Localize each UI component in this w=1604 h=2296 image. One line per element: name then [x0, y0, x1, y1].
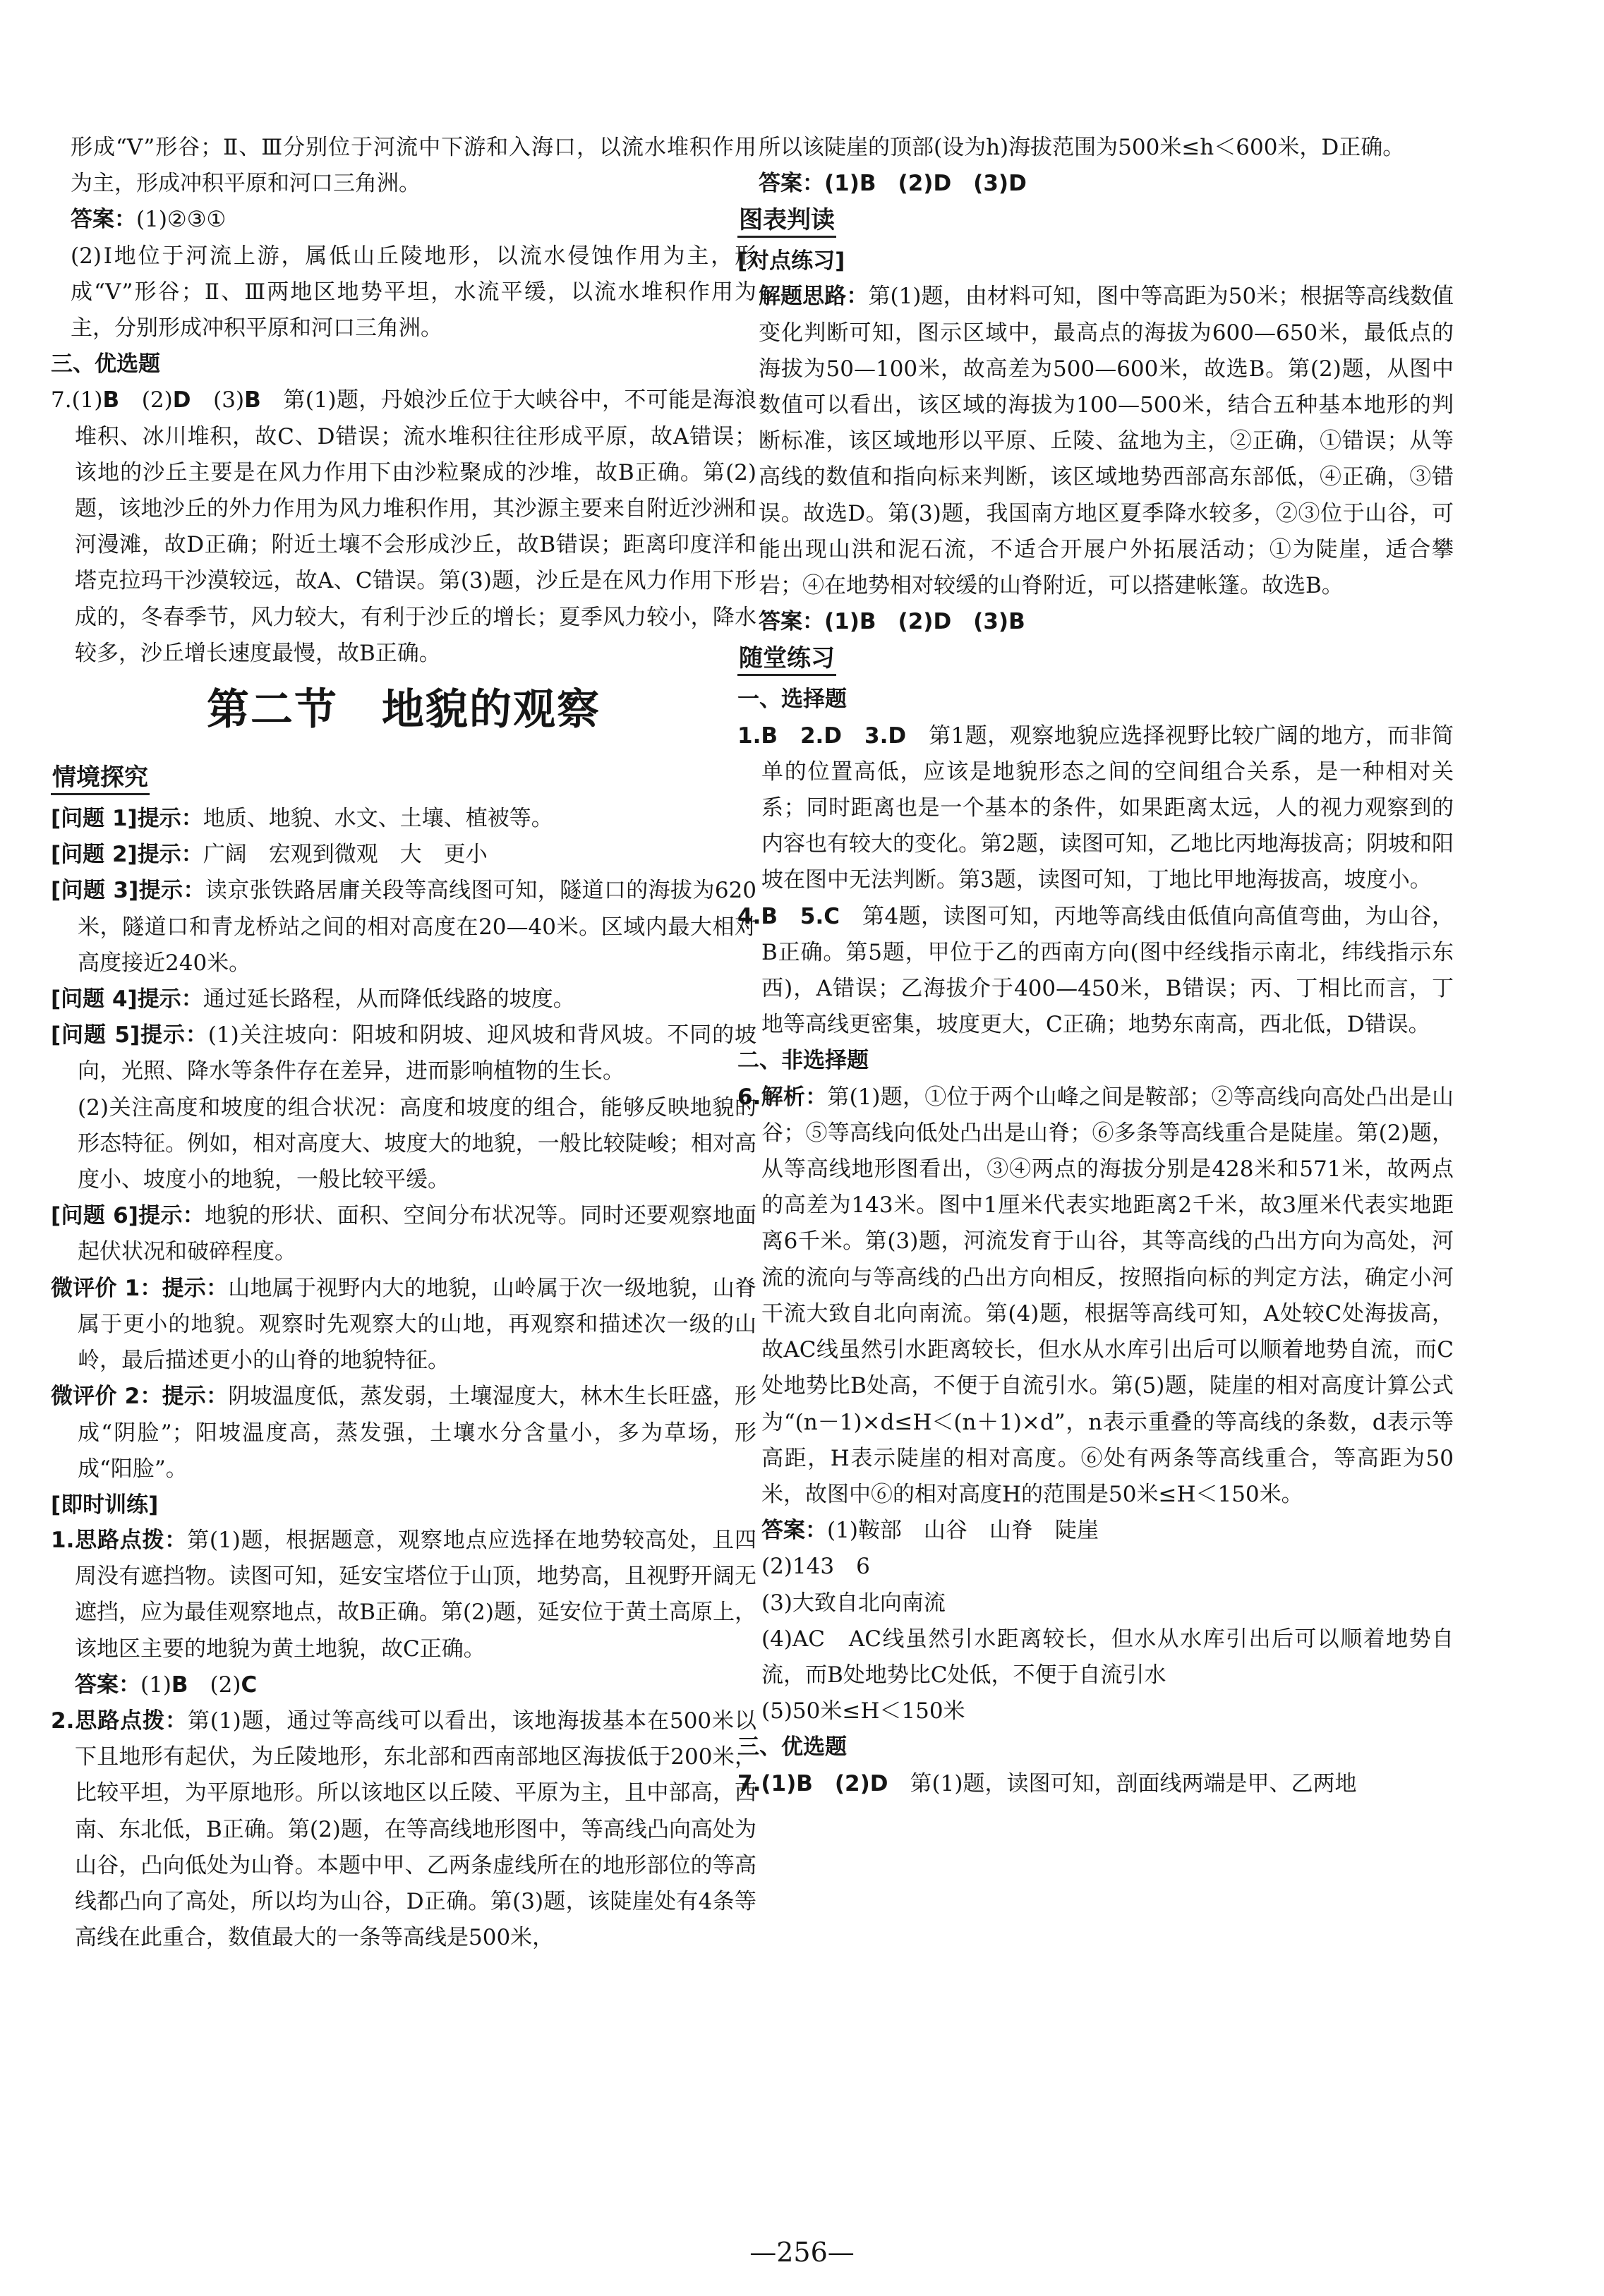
answer-text: (1)鞍部 山谷 山脊 陡崖 — [827, 1518, 1099, 1544]
section-box-heading: 随堂练习 — [737, 643, 836, 676]
subsection-heading: [即时训练] — [51, 1492, 159, 1518]
question-6 — [737, 1080, 1454, 1513]
item-label: 2.思路点拨： — [51, 1708, 188, 1734]
evaluation-label: 微评价 1：提示： — [51, 1275, 229, 1301]
answer-line: (5)50米≤H＜150米 — [761, 1698, 965, 1724]
section-heading: 三、优选题 — [51, 351, 160, 377]
question-label: [问题 2] — [51, 842, 138, 868]
micro-evaluation — [51, 1271, 756, 1379]
solution-label: 解题思路： — [759, 284, 869, 310]
explanation-text: 第4题，读图可知，丙地等高线由低值向高值弯曲，为山谷，B正确。第5题，甲位于乙的西南方向(图中经线指示南北，纬线指示东西)，A错误；乙海拔介于400—450米，B错误；丙、丁相比而言，丁地等高线更密集，坡度更大，C正确；地势东南高，西北低，D错误。 — [761, 903, 1454, 1038]
question-number: (3) — [191, 387, 245, 413]
answer-choices: 1.B 2.D 3.D — [737, 723, 907, 749]
explanation-text: 第(1)题，丹娘沙丘位于大峡谷中，不可能是海浪堆积、冰川堆积，故C、D错误；流水堆积往往形成平原，故A错误；该地的沙丘主要是在风力作用下由沙粒聚成的沙堆，故B正确。第(2)题，该地沙丘的外力作用为风力堆积作用，其沙源主要来自附近沙洲和河漫滩，故D正确；附近土壤不会形成沙丘，故B错误；距离印度洋和塔克拉玛干沙漠较远，故A、C错误。第(3)题，沙丘是在风力作用下形成的，冬春季节，风力较大，有利于沙丘的增长；夏季风力较小，降水较多，沙丘增长速度最慢，故B正确。 — [75, 387, 756, 666]
analysis-label: 6.解析： — [737, 1084, 828, 1110]
section-heading: 二、非选择题 — [737, 1048, 869, 1074]
section-box-heading: 情境探究 — [51, 762, 150, 795]
page-number: —256— — [749, 2237, 855, 2268]
paragraph: (2)Ⅰ地位于河流上游，属低山丘陵地形，以流水侵蚀作用为主，形成“V”形谷；Ⅱ、Ⅲ两地区地势平坦，水流平缓，以流水堆积作用为主，分别形成冲积平原和河口三角洲。 — [71, 243, 756, 342]
chapter-title: 第二节 地貌的观察 — [207, 685, 601, 735]
section-box-heading: 图表判读 — [737, 205, 836, 238]
answer-choice: B — [171, 1672, 188, 1698]
question-label: [问题 6] — [51, 1203, 138, 1229]
training-item — [51, 1703, 756, 1956]
answer-label: 答案： — [759, 171, 824, 197]
question-hint — [51, 1198, 756, 1270]
answer-text: (2) — [188, 1672, 241, 1698]
answer-label: 答案： — [75, 1672, 140, 1698]
answer-label: 答案： — [71, 207, 136, 233]
question-label: [问题 1] — [51, 806, 138, 832]
answer-line — [737, 166, 1454, 202]
hint-label: 提示： — [137, 842, 203, 868]
question-label: [问题 3] — [51, 878, 139, 904]
hint-label: 提示： — [138, 878, 205, 904]
question-group — [737, 899, 1454, 1044]
answer-label: 答案： — [761, 1518, 827, 1544]
answer-choice: C — [241, 1672, 258, 1698]
hint-text: 地貌的形状、面积、空间分布状况等。同时还要观察地面起伏状况和破碎程度。 — [78, 1203, 757, 1265]
question-label: [问题 4] — [51, 986, 138, 1013]
hint-label: 提示： — [140, 1022, 208, 1049]
section-heading: 三、优选题 — [737, 1734, 847, 1760]
answer-line — [737, 604, 1454, 640]
answer-line — [51, 202, 756, 238]
question-7 — [51, 382, 756, 672]
subsection-heading: [对点练习] — [737, 248, 845, 274]
answer-choice: D — [172, 387, 191, 413]
evaluation-label: 微评价 2：提示： — [51, 1384, 229, 1410]
answer-choices: 7.(1)B (2)D — [737, 1770, 888, 1796]
item-text: 第(1)题，根据题意，观察地点应选择在地势较高处，且四周没有遮挡物。读图可知，延安宝塔位于山顶，地势高，且视野开阔无遮挡，应为最佳观察地点，故B正确。第(2)题，延安位于黄土高原上，该地区主要的地貌为黄土地貌，故C正确。 — [75, 1527, 756, 1662]
question-group — [737, 718, 1454, 899]
answer-choices: 4.B 5.C — [737, 903, 840, 929]
training-item — [51, 1523, 756, 1667]
question-label: [问题 5] — [51, 1022, 140, 1049]
analysis-text: 第(1)题，①位于两个山峰之间是鞍部；②等高线向高处凸出是山谷；⑤等高线向低处凸出是山脊；⑥多条等高线重合是陡崖。第(2)题，从等高线地形图看出，③④两点的海拔分别是428米和571米，故两点的高差为143米。图中1厘米代表实地距离2千米，故3厘米代表实地距离6千米。第(3)题，河流发育于山谷，其等高线的凸出方向为高处，河流的流向与等高线的凸出方向相反，按照指向标的判定方法，确定小河干流大致自北向南流。第(4)题，根据等高线可知，A处较C处海拔高，故AC线虽然引水距离较长，但水从水库引出后可以顺着地势自流，而C处地势比B处高，不便于自流引水。第(5)题，陡崖的相对高度计算公式为“(n－1)×d≤H＜(n＋1)×d”，n表示重叠的等高线的条数，d表示等高距，H表示陡崖的相对高度。⑥处有两条等高线重合，等高距为50米，故图中⑥的相对高度H的范围是50米≤H＜150米。 — [761, 1084, 1454, 1507]
question-hint — [51, 1017, 756, 1089]
paragraph: 形成“V”形谷；Ⅱ、Ⅲ分别位于河流中下游和入海口，以流水堆积作用为主，形成冲积平原和河口三角洲。 — [71, 135, 756, 197]
hint-text: 通过延长路程，从而降低线路的坡度。 — [203, 986, 575, 1013]
section-heading: 一、选择题 — [737, 687, 847, 713]
answer-line — [737, 1513, 1454, 1549]
evaluation-text: 阴坡温度低，蒸发弱，土壤湿度大，林木生长旺盛，形成“阴脸”；阳坡温度高，蒸发强，土壤水分含量小，多为草场，形成“阳脸”。 — [78, 1384, 756, 1482]
question-hint — [51, 837, 756, 873]
item-label: 1.思路点拨： — [51, 1527, 188, 1553]
paragraph: (2)关注高度和坡度的组合状况：高度和坡度的组合，能够反映地貌的形态特征。例如，相对高度大、坡度大的地貌，一般比较陡峻；相对高度小、坡度小的地貌，一般比较平缓。 — [78, 1094, 756, 1193]
hint-label: 提示： — [138, 1203, 205, 1229]
answer-line: (2)143 6 — [761, 1554, 870, 1580]
left-column — [51, 130, 756, 1956]
explanation-text: 第1题，观察地貌应选择视野比较广阔的地方，而非简单的位置高低，应该是地貌形态之间的空间组合关系，是一种相对关系；同时距离也是一个基本的条件，如果距离太远，人的视力观察到的内容也有较大的变化。第2题，读图可知，乙地比丙地海拔高；阴坡和阳坡在图中无法判断。第3题，读图可知，丁地比甲地海拔高，坡度小。 — [761, 723, 1454, 893]
solution-text — [737, 279, 1454, 604]
question-7 — [737, 1766, 1454, 1802]
question-hint — [51, 873, 756, 981]
right-column — [737, 130, 1454, 1802]
evaluation-text: 山地属于视野内大的地貌，山岭属于次一级地貌，山脊属于更小的地貌。观察时先观察大的山地，再观察和描述次一级的山岭，最后描述更小的山脊的地貌特征。 — [78, 1275, 756, 1374]
question-hint — [51, 981, 756, 1017]
answer-text: (1)②③① — [136, 207, 227, 233]
hint-text: 广阔 宏观到微观 大 更小 — [203, 842, 488, 868]
micro-evaluation — [51, 1379, 756, 1487]
hint-text: 地质、地貌、水文、土壤、植被等。 — [203, 806, 553, 832]
question-hint — [51, 801, 756, 837]
answer-choice: B — [244, 387, 261, 413]
answer-text: (1) — [140, 1672, 171, 1698]
hint-text: 读京张铁路居庸关段等高线图可知，隧道口的海拔为620米，隧道口和青龙桥站之间的相对高度在20—40米。区域内最大相对高度接近240米。 — [78, 878, 757, 976]
solution-body: 第(1)题，由材料可知，图中等高距为50米；根据等高线数值变化判断可知，图示区域中，最高点的海拔为600—650米，最低点的海拔为50—100米，故高差为500—600米，故选B。第(2)题，从图中数值可以看出，该区域的海拔为100—500米，结合五种基本地形的判断标准，该区域地形以平原、丘陵、盆地为主，②正确，①错误；从等高线的数值和指向标来判断，该区域地势西部高东部低，④正确，③错误。故选D。第(3)题，我国南方地区夏季降水较多，②③位于山谷，可能出现山洪和泥石流，不适合开展户外拓展活动；①为陡崖，适合攀岩；④在地势相对较缓的山脊附近，可以搭建帐篷。故选B。 — [759, 284, 1454, 599]
answer-line — [51, 1667, 756, 1703]
item-text: 第(1)题，通过等高线可以看出，该地海拔基本在500米以下且地形有起伏，为丘陵地形，东北部和西南部地区海拔低于200米，比较平坦，为平原地形。所以该地区以丘陵、平原为主，且中部高，西南、东北低，B正确。第(2)题，在等高线地形图中，等高线凸向高处为山谷，凸向低处为山脊。本题中甲、乙两条虚线所在的地形部位的等高线都凸向了高处，所以均为山谷，D正确。第(3)题，该陡崖处有4条等高线在此重合，数值最大的一条等高线是500米， — [75, 1708, 756, 1951]
answer-text: (1)B (2)D (3)D — [824, 171, 1027, 197]
hint-label: 提示： — [137, 806, 203, 832]
answer-choice: B — [102, 387, 120, 413]
answer-text: (1)B (2)D (3)B — [824, 609, 1025, 635]
question-number: 7.(1) — [51, 387, 103, 413]
answer-line: (3)大致自北向南流 — [761, 1590, 946, 1616]
hint-label: 提示： — [137, 986, 203, 1013]
paragraph: 所以该陡崖的顶部(设为h)海拔范围为500米≤h＜600米，D正确。 — [759, 135, 1405, 160]
hint-text: (1)关注坡向：阳坡和阴坡、迎风坡和背风坡。不同的坡向，光照、降水等条件存在差异，进而影响植物的生长。 — [78, 1022, 757, 1084]
answer-line: (4)AC AC线虽然引水距离较长，但水从水库引出后可以顺着地势自流，而B处地势比C处低，不便于自流引水 — [761, 1626, 1454, 1688]
explanation-text: 第(1)题，读图可知，剖面线两端是甲、乙两地 — [888, 1770, 1357, 1796]
answer-label: 答案： — [759, 609, 824, 635]
question-number: (2) — [119, 387, 173, 413]
